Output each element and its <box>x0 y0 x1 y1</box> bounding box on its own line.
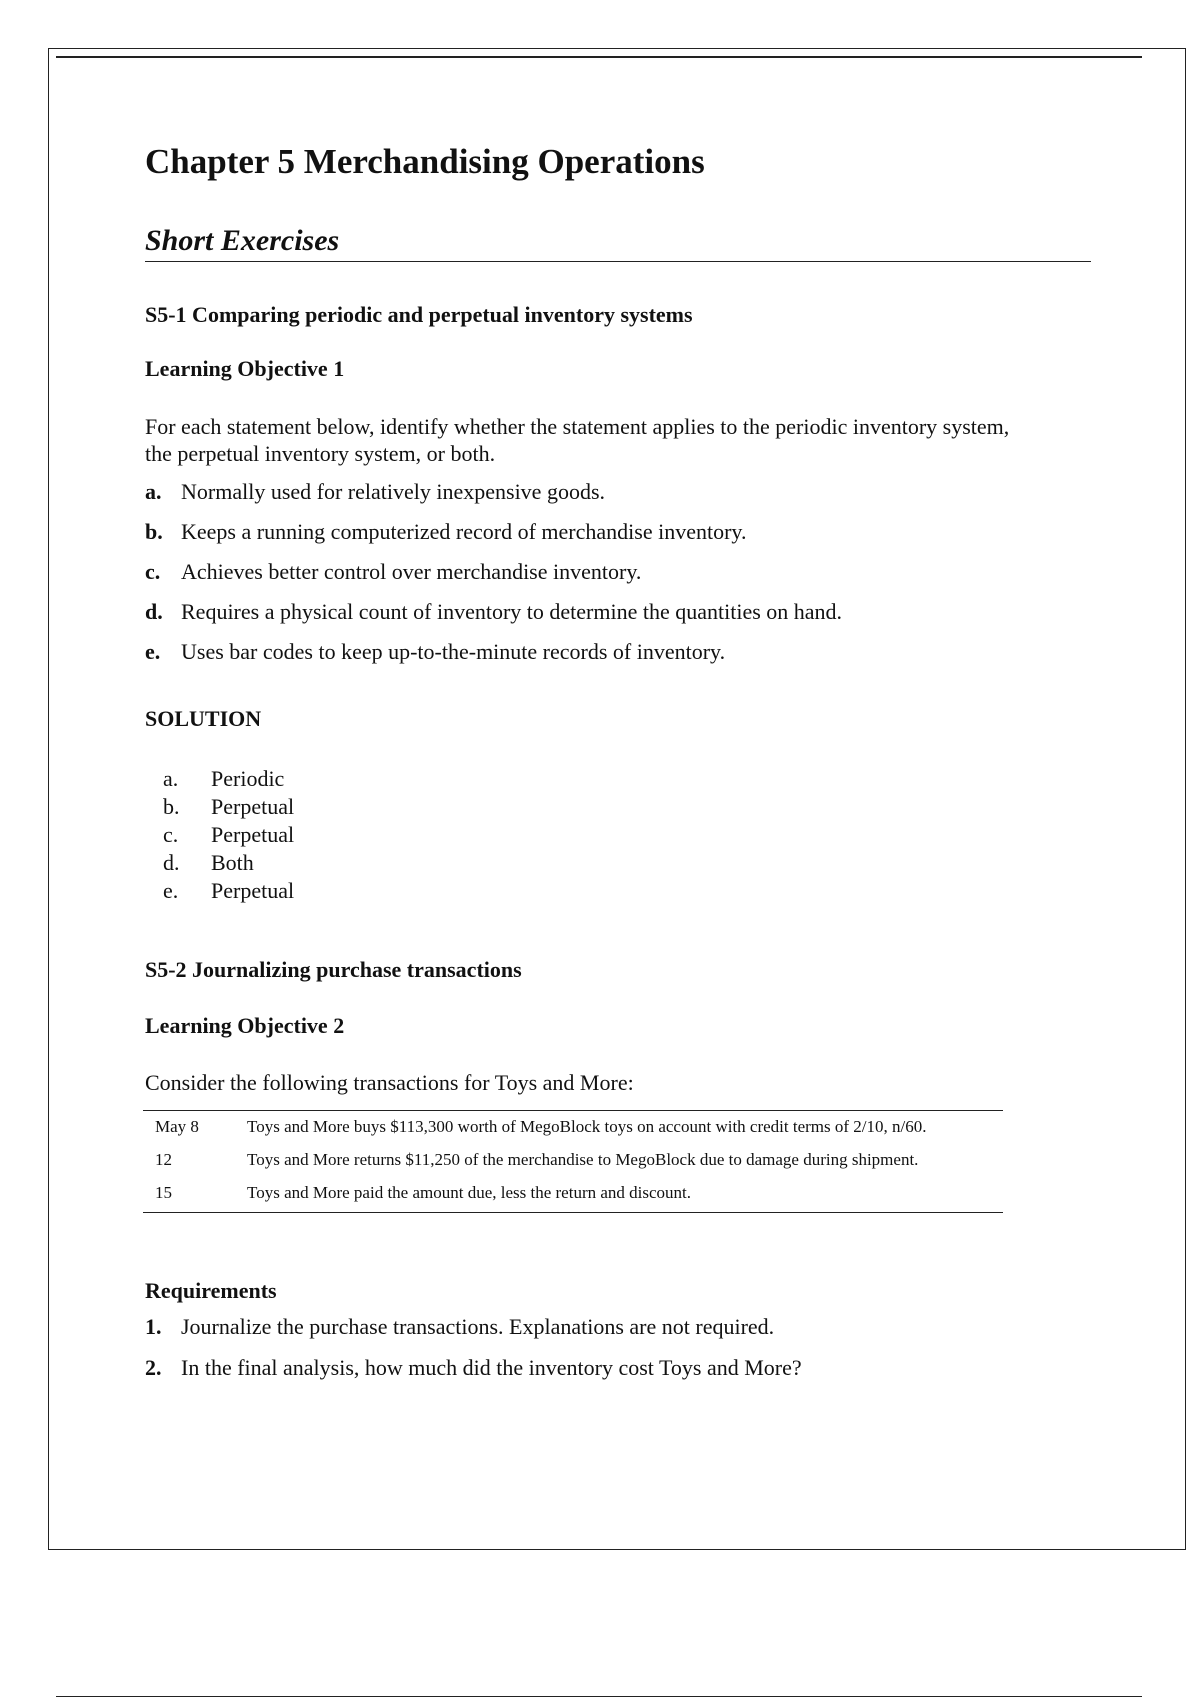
table-row <box>143 1181 1003 1213</box>
exercise-heading-s5-2: S5-2 Journalizing purchase transactions <box>145 957 522 982</box>
list-item <box>145 1355 802 1396</box>
item-text: Achieves better control over merchandise inventory. <box>181 559 642 584</box>
solution-text: Both <box>211 850 254 875</box>
solution-label: b. <box>163 794 180 819</box>
item-text: Uses bar codes to keep up-to-the-minute records of inventory. <box>181 639 726 664</box>
item-label: d. <box>145 599 163 624</box>
requirements-list <box>145 1314 802 1396</box>
solution-label: c. <box>163 822 179 847</box>
solution-text: Periodic <box>211 766 285 791</box>
solution-text: Perpetual <box>211 794 295 819</box>
s5-1-prompt: For each statement below, identify whether the statement applies to the periodic inventory system, the perpetual inventory system, or both. <box>145 414 1010 466</box>
bottom-rule <box>56 1696 1142 1697</box>
transaction-date: 15 <box>155 1183 172 1202</box>
transaction-text: Toys and More buys $113,300 worth of MegoBlock toys on account with credit terms of 2/10, n/60. <box>247 1117 927 1136</box>
item-label: e. <box>145 639 161 664</box>
transaction-text: Toys and More paid the amount due, less the return and discount. <box>247 1183 692 1202</box>
list-item <box>145 639 842 679</box>
transaction-text: Toys and More returns $11,250 of the merchandise to MegoBlock due to damage during shipment. <box>247 1150 919 1169</box>
requirement-text: In the final analysis, how much did the inventory cost Toys and More? <box>181 1355 802 1380</box>
exercise-heading-s5-1: S5-1 Comparing periodic and perpetual inventory systems <box>145 302 693 327</box>
list-item <box>163 766 294 794</box>
item-label: b. <box>145 519 163 544</box>
item-label: a. <box>145 479 162 504</box>
table-row <box>143 1111 1003 1149</box>
list-item <box>145 479 842 519</box>
learning-objective-2: Learning Objective 2 <box>145 1013 345 1038</box>
requirement-label: 2. <box>145 1355 162 1380</box>
item-text: Keeps a running computerized record of merchandise inventory. <box>181 519 747 544</box>
transaction-date: May 8 <box>155 1117 199 1136</box>
item-text: Requires a physical count of inventory to determine the quantities on hand. <box>181 599 843 624</box>
transactions-table <box>143 1110 1003 1213</box>
item-text: Normally used for relatively inexpensive goods. <box>181 479 606 504</box>
s5-2-prompt: Consider the following transactions for Toys and More: <box>145 1070 634 1095</box>
solution-label: e. <box>163 878 179 903</box>
solution-label: a. <box>163 766 179 791</box>
list-item <box>163 822 294 850</box>
requirement-label: 1. <box>145 1314 162 1339</box>
solution-text: Perpetual <box>211 822 295 847</box>
list-item <box>163 794 294 822</box>
list-item <box>145 519 842 559</box>
learning-objective-1: Learning Objective 1 <box>145 356 345 381</box>
top-rule <box>56 56 1142 58</box>
transaction-date: 12 <box>155 1150 172 1169</box>
s5-1-statement-list <box>145 479 842 679</box>
solution-label: d. <box>163 850 180 875</box>
requirements-heading: Requirements <box>145 1278 277 1303</box>
list-item <box>145 1314 802 1355</box>
list-item <box>145 559 842 599</box>
solution-heading: SOLUTION <box>145 706 262 731</box>
list-item <box>163 850 294 878</box>
list-item <box>163 878 294 906</box>
section-title: Short Exercises <box>145 224 1091 262</box>
solution-list <box>163 766 294 906</box>
chapter-title: Chapter 5 Merchandising Operations <box>145 142 705 181</box>
item-label: c. <box>145 559 161 584</box>
table-row <box>143 1148 1003 1181</box>
list-item <box>145 599 842 639</box>
requirement-text: Journalize the purchase transactions. Explanations are not required. <box>181 1314 775 1339</box>
solution-text: Perpetual <box>211 878 295 903</box>
